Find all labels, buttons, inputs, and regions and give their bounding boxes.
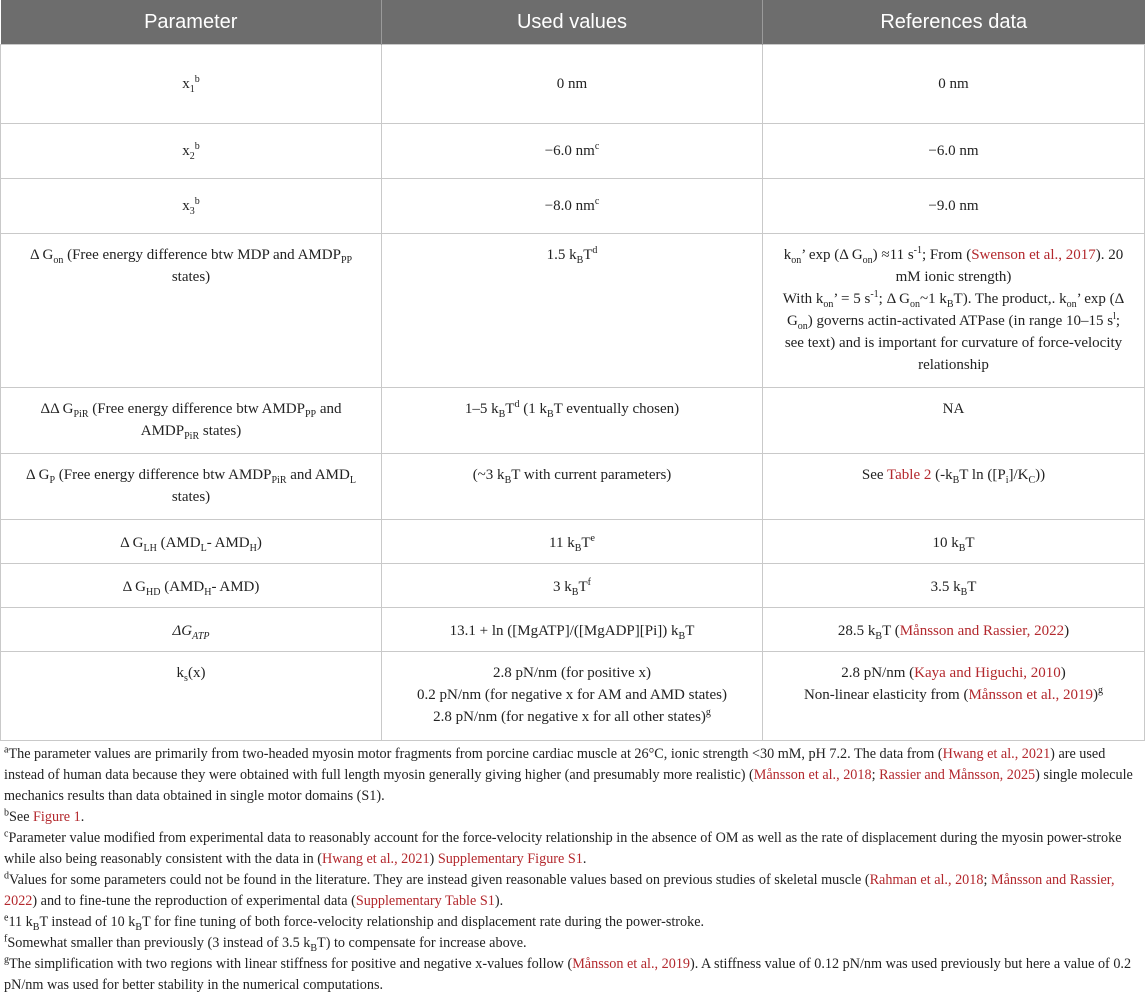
cell-parameter: Δ $G_{on}$ (Free energy difference btw MDP and $AMDP_{PP}$ states): [1, 234, 382, 388]
cell-parameter: Δ $G_{LH}$ ($AMD_L-$ $AMD_H$): [1, 520, 382, 564]
table-row: [1, 608, 1145, 652]
cell-reference: −6.0 nm: [763, 124, 1145, 179]
footnote-f: $^f$Somewhat smaller than previously (3 instead of 3.5 $k_BT$) to compensate for increase above.: [4, 933, 527, 954]
table-row: [1, 45, 1145, 124]
cell-reference: See Table 2 ($-k_BT$ $\ln ([P_i]/K_C)$): [763, 454, 1145, 520]
citation-link[interactable]: Månsson et al., 2019: [572, 956, 691, 972]
cell-reference: NA: [763, 388, 1145, 454]
figure-link[interactable]: Figure 1: [33, 809, 81, 825]
citation-link[interactable]: Rahman et al., 2018: [869, 872, 984, 888]
cell-used-value: (~3 $k_BT$ with current parameters): [382, 454, 763, 520]
citation-link[interactable]: Rassier and Månsson, 2025: [879, 767, 1036, 783]
header-references-data: References data: [763, 0, 1145, 45]
header-parameter: Parameter: [1, 0, 382, 45]
table-link[interactable]: Table 2: [887, 467, 932, 483]
citation-link[interactable]: Månsson and Rassier, 2022: [4, 872, 1115, 909]
cell-reference: 2.8 pN/nm (Kaya and Higuchi, 2010) Non-linear elasticity from (Månsson et al., 2019)$^g$: [763, 652, 1145, 741]
cell-used-value: 1.5 $k_BT^d$: [382, 234, 763, 388]
cell-reference: −9.0 nm: [763, 179, 1145, 234]
footnote-e: $^e$11 $k_BT$ instead of 10 $k_BT$ for fine tuning of both force-velocity relationship and displacement rate during the power-stroke.: [4, 912, 705, 933]
footnote-a: $^a$The parameter values are primarily from two-headed myosin motor fragments from porcine cardiac muscle at 26°C, ionic strength <30 mM, pH 7.2. The data from (Hwang et al., 2021) are used instead of human data because they were obtained with full length myosin generally giving higher (and presumably more realistic) (Månsson et al., 2018; Rassier and Månsson, 2025) single molecule mechanics results than data obtained in single motor domains (S1).: [4, 744, 1133, 804]
cell-parameter: $k_s(x)$: [1, 652, 382, 741]
cell-parameter: $x_2^b$: [1, 124, 382, 179]
cell-used-value: 13.1 + ln ([MgATP]/([MgADP][Pi]) $k_BT$: [382, 608, 763, 652]
supplementary-link[interactable]: Supplementary Figure S1: [437, 851, 583, 867]
table-row: [1, 179, 1145, 234]
cell-parameter: Δ $G_P$ (Free energy difference btw $AMDP_{PiR}$ and $AMD_L$ states): [1, 454, 382, 520]
table-header-row: [1, 0, 1145, 45]
citation-link[interactable]: Kaya and Higuchi, 2010: [914, 665, 1061, 681]
cell-used-value: 2.8 pN/nm (for positive x) 0.2 pN/nm (for negative x for AM and AMD states) 2.8 pN/nm (for negative x for all other states)$^g$: [382, 652, 763, 741]
citation-link[interactable]: Månsson et al., 2018: [753, 767, 872, 783]
citation-link[interactable]: Månsson et al., 2019: [968, 687, 1094, 703]
cell-parameter: $x_3^b$: [1, 179, 382, 234]
footnote-d: $^d$Values for some parameters could not be found in the literature. They are instead given reasonable values based on previous studies of skeletal muscle (Rahman et al., 2018; Månsson and Rassier, 2022) and to fine-tune the reproduction of experimental data (Supplementary Table S1).: [4, 870, 1115, 909]
table-row: [1, 388, 1145, 454]
cell-used-value: −8.0 $nm^c$: [382, 179, 763, 234]
table-row: [1, 652, 1145, 741]
supplementary-link[interactable]: Supplementary Table S1: [355, 893, 495, 909]
table-row: [1, 454, 1145, 520]
table-row: [1, 124, 1145, 179]
cell-reference: 10 $k_BT$: [763, 520, 1145, 564]
table-row: [1, 564, 1145, 608]
citation-link[interactable]: Hwang et al., 2021: [321, 851, 430, 867]
cell-used-value: 1–5 $k_BT^d$ (1 $k_BT$ eventually chosen): [382, 388, 763, 454]
footnote-g: $^g$The simplification with two regions with linear stiffness for positive and negative x-values follow (Månsson et al., 2019). A stiffness value of 0.12 pN/nm was used previously but here a value of 0.2 pN/nm was used for better stability in the numerical computations.: [4, 954, 1132, 993]
cell-parameter: ΔΔ $G_{PiR}$ (Free energy difference btw $AMDP_{PP}$ and $AMDP_{PiR}$ states): [1, 388, 382, 454]
cell-parameter: $x_1^b$: [1, 45, 382, 124]
footnote-b: $^b$See Figure 1.: [4, 807, 85, 825]
footnote-c: $^c$Parameter value modified from experimental data to reasonably account for the force-velocity relationship in the absence of OM as well as the rate of displacement during the myosin power-stroke while also being reasonably consistent with the data in (Hwang et al., 2021) Supplementary Figure S1.: [4, 828, 1122, 867]
cell-parameter: $\Delta G_{ATP}$: [1, 608, 382, 652]
table-footnotes: [0, 741, 1145, 996]
cell-parameter: Δ $G_{HD}$ ($AMD_H-$ AMD): [1, 564, 382, 608]
cell-used-value: 0 nm: [382, 45, 763, 124]
cell-reference: 28.5 $k_BT$ (Månsson and Rassier, 2022): [763, 608, 1145, 652]
citation-link[interactable]: Månsson and Rassier, 2022: [899, 622, 1065, 639]
cell-reference: 3.5 $k_BT$: [763, 564, 1145, 608]
citation-link[interactable]: Hwang et al., 2021: [942, 746, 1051, 762]
cell-reference: 0 nm: [763, 45, 1145, 124]
citation-link[interactable]: Swenson et al., 2017: [971, 247, 1096, 263]
cell-reference: $k_{on}$’ exp (Δ $G_{on}) \approx 11$ $s^{-1}$; From (Swenson et al., 2017). 20 mM ionic strength) With $k_{on}$’ = 5 $s^{-1}$; Δ $G_{on}\sim 1$ $k_BT$). The product,. $k_{on}$’ exp (Δ $G_{on}$) governs actin-activated ATPase (in range 10–15 $s^l$; see text) and is important for curvature of force-velocity relationship: [763, 234, 1145, 388]
header-used-values: Used values: [382, 0, 763, 45]
table-row: [1, 520, 1145, 564]
table-row: [1, 234, 1145, 388]
cell-used-value: 11 $k_BT^e$: [382, 520, 763, 564]
cell-used-value: −6.0 $nm^c$: [382, 124, 763, 179]
cell-used-value: 3 $k_BT^f$: [382, 564, 763, 608]
